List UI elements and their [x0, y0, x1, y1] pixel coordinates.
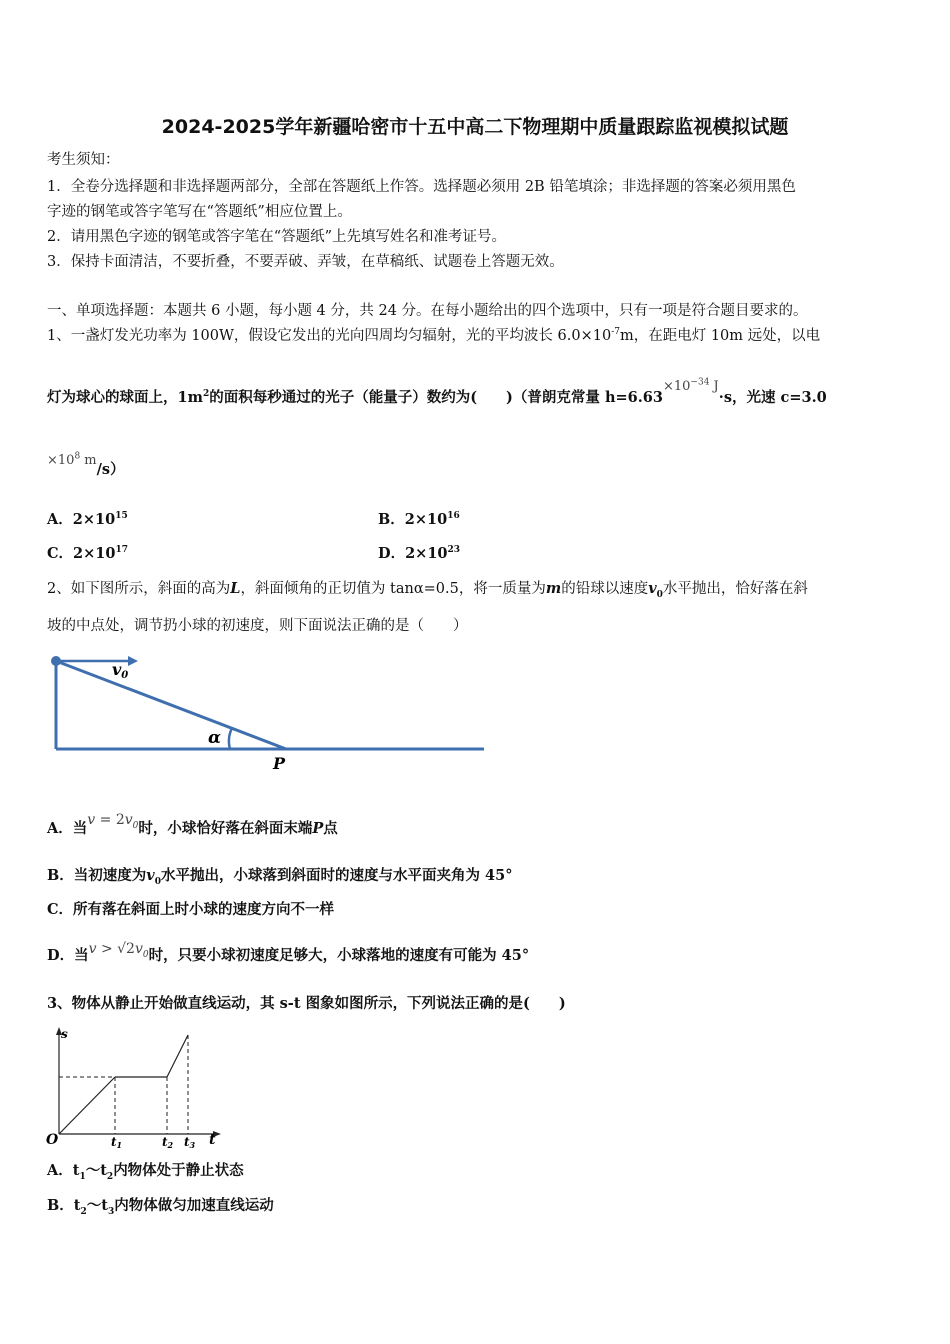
t-axis-label: t: [209, 1132, 216, 1148]
section-heading: 一、单项选择题：本题共 6 小题，每小题 4 分，共 24 分。在每小题给出的四个选项中，只有一项是符合题目要求的。: [47, 303, 808, 319]
planck-unit-math: $\times 10^{-34}$ J: [662, 377, 719, 394]
q1-option-d: D．$2\times 10^{23}$: [378, 545, 461, 562]
t2-label: t2: [162, 1135, 174, 1150]
q3-option-a: A．$t_1\sim t_2$内物体处于静止状态: [47, 1162, 244, 1182]
q1-text: 1、一盏灯发光功率为 100W，假设它发出的光向四周均匀辐射，光的平均波长 6.0×10: [47, 328, 612, 344]
q1-text: /s）: [96, 461, 125, 478]
q1-option-a: A．$2\times 10^{15}$: [47, 511, 128, 528]
st-graph: [40, 1022, 230, 1152]
graph-segment-steep: [167, 1035, 188, 1077]
angle-arc: [229, 728, 232, 749]
velocity-label: v0: [112, 660, 129, 681]
q1-text: 的面积每秒通过的光子（能量子）数约为( )（普朗克常量 h=6.63: [209, 389, 663, 406]
origin-label: O: [46, 1132, 59, 1148]
q2-stem-line2: 坡的中点处，调节扔小球的初速度，则下面说法正确的是（ ）: [47, 618, 468, 634]
s-axis-label: s: [61, 1027, 68, 1041]
notice-item-1b: 字迹的钢笔或答字笔写在“答题纸”相应位置上。: [47, 204, 352, 220]
q2-option-a: A．当$v = 2v_0$时，小球恰好落在斜面末端P点: [47, 812, 338, 837]
q1-option-c: C．$2\times 10^{17}$: [47, 545, 128, 562]
q2-option-a-math: $v = 2v_0$: [87, 812, 139, 831]
q2-option-d-math: $v > √2v_0$: [88, 941, 149, 960]
page-title: 2024-2025学年新疆哈密市十五中高二下物理期中质量跟踪监视模拟试题: [161, 116, 789, 138]
q2-stem-line1: 2、如下图所示，斜面的高为L，斜面倾角的正切值为 tanα=0.5，将一质量为m的铅球以速度$v_0$水平抛出，恰好落在斜: [47, 580, 808, 600]
angle-alpha-label: α: [208, 728, 222, 748]
q2-option-d: D．当$v > √2v_0$时，只要小球初速度足够大，小球落地的速度有可能为 45°: [47, 941, 530, 964]
point-p-label: P: [273, 754, 286, 773]
q3-stem: 3、物体从静止开始做直线运动，其 s-t 图象如图所示，下列说法正确的是( ): [47, 995, 566, 1012]
light-speed-unit-math: $\times 10^8$ m: [47, 451, 97, 468]
incline-diagram: [40, 648, 490, 773]
notice-heading: 考生须知：: [47, 152, 120, 168]
notice-item-3: 3．保持卡面清洁，不要折叠，不要弄破、弄皱，在草稿纸、试题卷上答题无效。: [47, 254, 564, 270]
q2-option-b: B．当初速度为$v_0$水平抛出，小球落到斜面时的速度与水平面夹角为 45°: [47, 867, 513, 887]
q3-option-b: B．$t_2\sim t_3$内物体做匀加速直线运动: [47, 1197, 274, 1217]
q1-text: 灯为球心的球面上，1m: [47, 389, 203, 406]
t1-label: t1: [111, 1135, 123, 1150]
notice-item-1a: 1．全卷分选择题和非选择题两部分，全部在答题纸上作答。选择题必须用 2B 铅笔填涂；非选择题的答案必须用黑色: [47, 179, 796, 195]
q1-text: m，在距电灯 10m 远处，以电: [619, 328, 821, 344]
q2-option-c: C．所有落在斜面上时小球的速度方向不一样: [47, 901, 335, 918]
q1-text: ·s，光速 c=3.0: [718, 389, 827, 406]
q1-exp: -7: [611, 327, 620, 338]
q1-stem-line3: [47, 451, 125, 478]
q1-option-b: B．$2\times 10^{16}$: [378, 511, 460, 528]
velocity-arrowhead: [128, 656, 138, 666]
t3-label: t3: [184, 1135, 196, 1150]
q1-exp: 2: [202, 389, 210, 400]
graph-segment-rising: [59, 1077, 115, 1134]
q1-stem-line1: [47, 326, 820, 346]
q1-stem-line2: [47, 377, 827, 409]
incline-slope-line: [56, 661, 286, 749]
ball-marker: [51, 656, 61, 666]
notice-item-2: 2．请用黑色字迹的钢笔或答字笔在“答题纸”上先填写姓名和准考证号。: [47, 229, 507, 245]
